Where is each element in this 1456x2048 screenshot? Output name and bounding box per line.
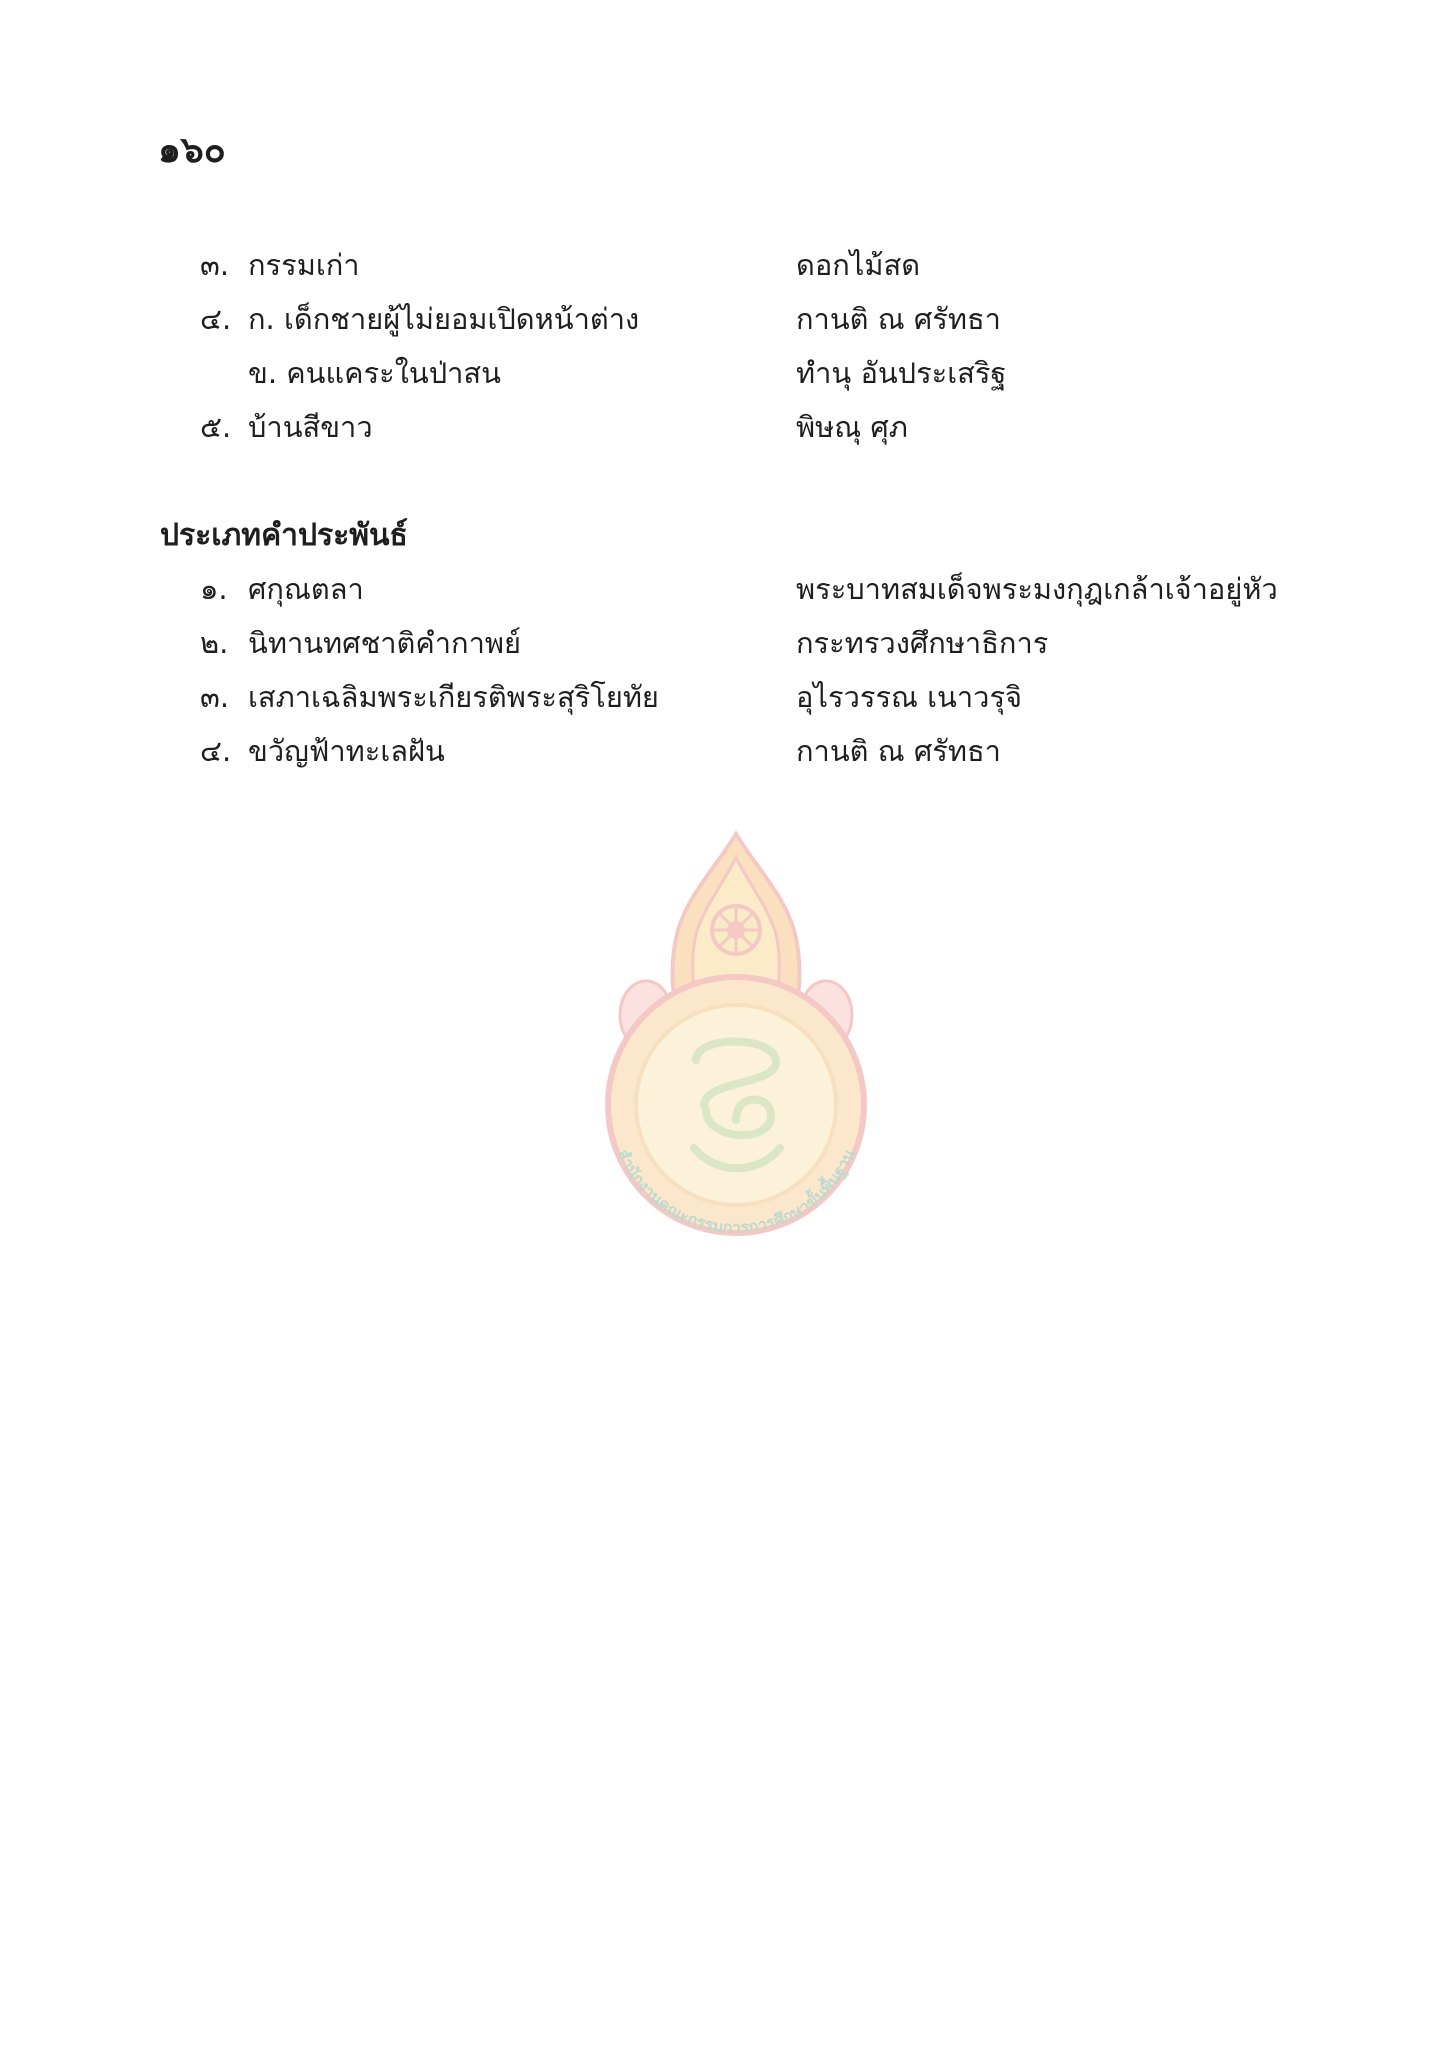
- list-item: [0, 292, 1456, 346]
- list-item: [0, 562, 1456, 616]
- item-title: กรรมเก่า: [248, 248, 360, 282]
- item-number: ๑.: [200, 572, 228, 606]
- section-heading: ประเภทคำประพันธ์: [160, 518, 408, 553]
- item-number: ๓.: [200, 680, 230, 714]
- item-title: ก. เด็กชายผู้ไม่ยอมเปิดหน้าต่าง: [248, 302, 640, 336]
- item-number: ๕.: [200, 410, 232, 444]
- item-author: กระทรวงศึกษาธิการ: [796, 626, 1049, 660]
- item-number: ๒.: [200, 626, 229, 660]
- item-title: นิทานทศชาติคำกาพย์: [248, 626, 522, 660]
- item-author: พิษณุ ศุภ: [796, 410, 908, 444]
- item-author: กานติ ณ ศรัทธา: [796, 734, 1001, 768]
- obec-emblem-icon: [586, 830, 886, 1240]
- page-number: ๑๖๐: [158, 129, 226, 171]
- item-title: เสภาเฉลิมพระเกียรติพระสุริโยทัย: [248, 680, 659, 714]
- item-title: บ้านสีขาว: [248, 410, 373, 444]
- item-author: กานติ ณ ศรัทธา: [796, 302, 1001, 336]
- item-number: ๔.: [200, 302, 232, 336]
- list-item: [0, 346, 1456, 400]
- item-author: พระบาทสมเด็จพระมงกุฎเกล้าเจ้าอยู่หัว: [796, 572, 1278, 606]
- item-number: ๔.: [200, 734, 232, 768]
- item-title: ข. คนแคระในป่าสน: [248, 356, 501, 390]
- item-author: ทำนุ อันประเสริฐ: [796, 356, 1007, 390]
- list-item: [0, 238, 1456, 292]
- item-author: อุไรวรรณ เนาวรุจิ: [796, 680, 1023, 714]
- list-item: [0, 724, 1456, 778]
- item-title: ศกุณตลา: [248, 572, 364, 606]
- item-title: ขวัญฟ้าทะเลฝัน: [248, 734, 445, 768]
- item-number: ๓.: [200, 248, 230, 282]
- list-item: [0, 616, 1456, 670]
- svg-text:สำนักงานคณะกรรมการการศึกษาขั้น: สำนักงานคณะกรรมการการศึกษาขั้นพื้นฐาน: [613, 1146, 859, 1238]
- list-item: [0, 670, 1456, 724]
- item-author: ดอกไม้สด: [796, 248, 921, 282]
- list-item: [0, 400, 1456, 454]
